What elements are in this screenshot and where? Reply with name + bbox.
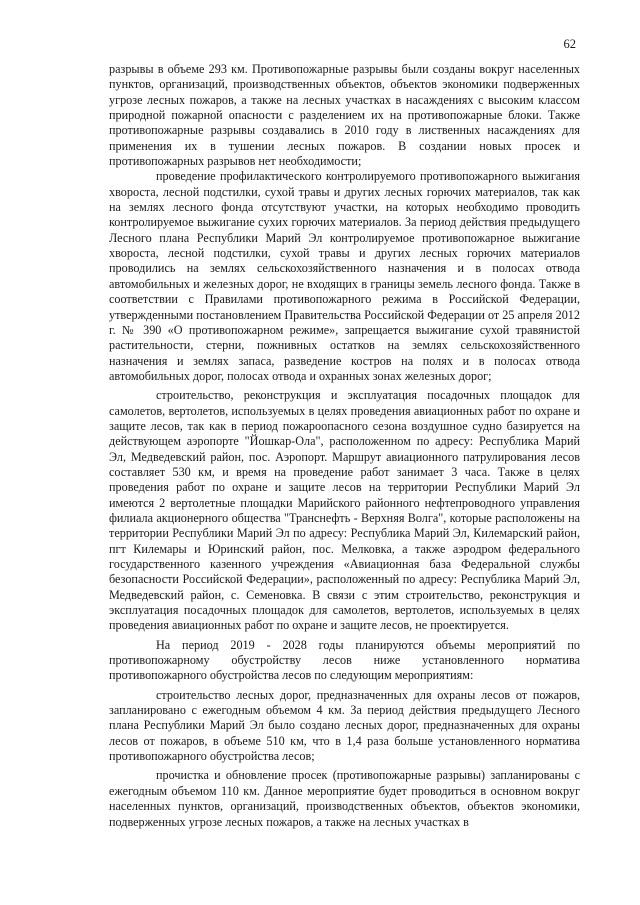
page-number: 62 [563,37,576,51]
paragraph-landing-sites: строительство, реконструкция и эксплуатация посадочных площадок для самолетов, вертолетов, используемых в целях проведения авиационных работ по охране и защите лесов, так как в период пожароопасного сезона воздушное судно базируется на действующем аэропорте "Йошкар-Ола", расположенном по адресу: Республика Марий Эл, Медведевский район, пос. Аэропорт. Маршрут авиационного патрулирования лесов составляет 530 км, и время на проведение работ занимает 3 часа. Также в целях проведения работ по охране и защите лесов на территории Республики Марий Эл имеются 2 вертолетные площадки Марийского районного нефтепроводного управления филиала акционерного общества "Транснефть - Верхняя Волга", которые расположены на территории Республики Марий Эл по адресу: Республика Марий Эл, Килемарский район, пгт Килемары и Юринский район, пос. Мелковка, а также аэродром федерального государственного казенного учреждения «Авиационная база Федеральной службы безопасности Российской Федерации», расположенный по адресу: Республика Марий Эл, Медведевский район, с. Семеновка. В связи с этим строительство, реконструкция и эксплуатация посадочных площадок для самолетов, вертолетов, используемых в целях проведения авиационных работ по охране и защите лесов, не проектируется. [109,388,580,633]
body-text [109,62,580,830]
paragraph-planned-activities: На период 2019 - 2028 годы планируются объемы мероприятий по противопожарному обустройству лесов ниже установленного норматива противопожарного обустройства лесов по следующим мероприятиям: [109,637,580,683]
paragraph-clearing-cuttings: прочистка и обновление просек (противопожарные разрывы) запланированы с ежегодным объемом 110 км. Данное мероприятие будет проводиться в основном вокруг населенных пунктов, организаций, производственных объектов, объектов экономики, подверженных угрозе лесных пожаров, а также на лесных участках в [109,768,580,829]
paragraph-controlled-burning: проведение профилактического контролируемого противопожарного выжигания хвороста, лесной подстилки, сухой травы и других лесных горючих материалов, так как на землях лесного фонда отсутствуют участки, на которых необходимо проводить контролируемое выжигание сухих горючих материалов. За период действия предыдущего Лесного плана Республики Марий Эл контролируемое противопожарное выжигание хвороста, лесной подстилки, сухой травы и других лесных горючих материалов проводились на землях сельскохозяйственного назначения и в полосах отвода автомобильных и железных дорог, не входящих в границы земель лесного фонда. Также в соответствии с Правилами противопожарного режима в Российской Федерации, утвержденными постановлением Правительства Российской Федерации от 25 апреля 2012 г. № 390 «О противопожарном режиме», запрещается выжигание сухой травянистой растительности, стерни, пожнивных остатков на землях сельскохозяйственного назначения и землях запаса, разведение костров на полях и в полосах отвода автомобильных дорог, полосах отвода и охранных зонах железных дорог; [109,169,580,383]
paragraph-forest-roads: строительство лесных дорог, предназначенных для охраны лесов от пожаров, запланировано с ежегодным объемом 4 км. За период действия предыдущего Лесного плана Республики Марий Эл было создано лесных дорог, предназначенных для охраны лесов от пожаров, в объеме 510 км, что в 1,4 раза больше установленного норматива противопожарного обустройства лесов; [109,687,580,764]
paragraph-continuation-fire-breaks: разрывы в объеме 293 км. Противопожарные разрывы были созданы вокруг населенных пунктов, организаций, производственных объектов, объектов экономики подверженных угрозе лесных пожаров, а также на лесных участках в насаждениях с высоким классом природной пожарной опасности с разделением их на противопожарные блоки. Также противопожарные разрывы создавались в 2010 году в лиственных насаждениях для применения их в тушении лесных пожаров. В создании новых просек и противопожарных разрывов нет необходимости; [109,62,580,169]
